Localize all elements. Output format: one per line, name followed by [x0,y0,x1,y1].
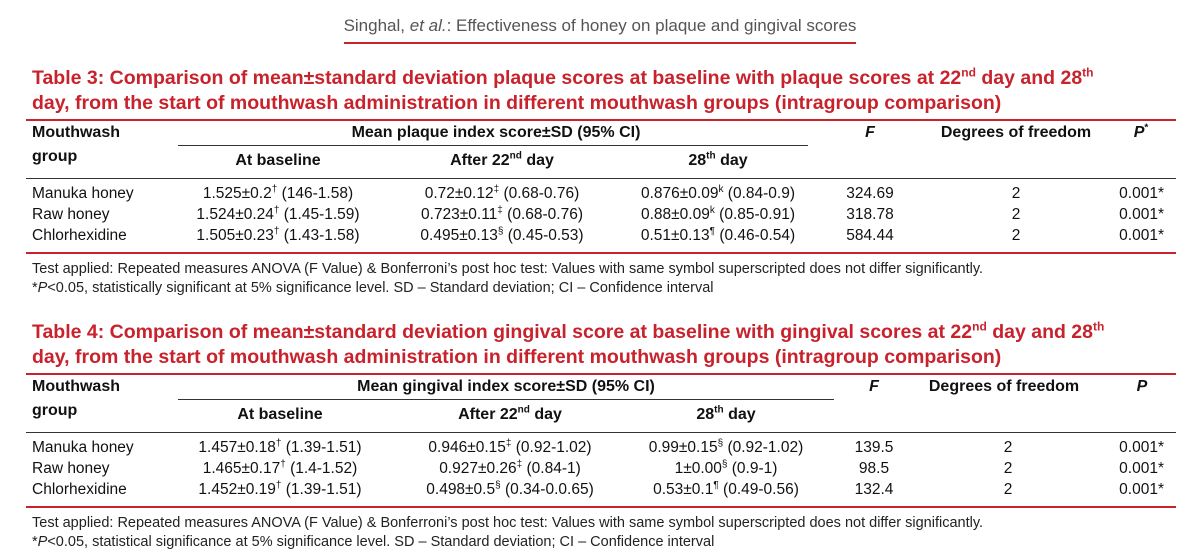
cell-f: 139.5 [854,439,894,456]
col-p [1134,124,1149,142]
cell-group: Manuka honey [32,439,134,456]
sub-22-sup: nd [509,150,522,162]
table-3 [26,119,1176,298]
ci: (146-1.58) [277,185,354,202]
caption-text: Table 3: Comparison of mean±standard deviation plaque scores at baseline with plaque scores at 22 [32,67,962,89]
col-28th-day [696,406,755,424]
value: 1.505±0.23 [196,227,274,244]
value: 1.524±0.24 [196,206,274,223]
cell-28th-day [653,481,799,499]
col-f-label: F [865,124,875,141]
caption-sup: th [1093,319,1105,334]
running-header [0,16,1200,44]
table-4 [26,373,1176,552]
sub-28-sup: th [714,404,724,416]
value: 0.495±0.13 [420,227,498,244]
table-4-caption [32,320,1182,370]
symbol: † [273,225,280,237]
cell-group: Chlorhexidine [32,227,127,244]
cell-f: 318.78 [846,206,894,223]
cell-22nd-day [420,227,583,245]
table-row [26,227,1176,248]
cell-baseline [196,227,359,245]
cell-p: 0.001* [1119,227,1164,244]
cell-p: 0.001* [1119,481,1164,498]
value: 1±0.00 [674,460,722,477]
table-header-row-2 [26,145,1176,172]
footnote-p: P [37,534,48,550]
cell-f: 132.4 [854,481,894,498]
value: 1.457±0.18 [198,439,276,456]
symbol: ‡ [493,183,500,195]
sub-28-text: day [723,406,756,423]
footnote-p: P [37,280,48,296]
sub-22-text: After 22 [458,406,518,423]
table-header-row-2 [26,399,1176,426]
cell-df: 2 [1003,481,1013,498]
col-at-baseline: At baseline [235,152,321,169]
running-header-text [344,16,857,44]
header-title: : Effectiveness of honey on plaque and gingival scores [446,16,857,35]
table-row [26,185,1176,206]
ci: (1.43-1.58) [279,227,360,244]
sub-28-text: 28 [688,152,707,169]
col-mean-score-span: Mean plaque index score±SD (95% CI) [351,124,641,141]
col-p [1137,378,1148,396]
footnote-text: <0.05, statistical significance at 5% significance level. SD – Standard deviation; CI – Confidence interval [47,534,715,550]
cell-f: 98.5 [858,460,890,477]
caption-sup: th [1082,65,1094,80]
caption-text: Table 4: Comparison of mean±standard deviation gingival score at baseline with gingival scores at 22 [32,321,973,343]
col-f [865,124,875,142]
value: 1.525±0.2 [202,185,272,202]
col-after-22nd-day [450,152,554,170]
col-f-label: F [869,378,879,395]
col-p-label: P [1133,124,1145,141]
col-degrees-of-freedom: Degrees of freedom [928,378,1080,395]
cell-group: Raw honey [32,206,110,223]
symbol: ‡ [505,437,512,449]
ci: (0.34-0.0.65) [500,481,594,498]
symbol: § [721,458,728,470]
table-footnote [26,514,1176,552]
ci: (0.45-0.53) [503,227,584,244]
cell-22nd-day [439,460,581,478]
ci: (0.49-0.56) [718,481,799,498]
cell-baseline [196,206,359,224]
sub-22-sup: nd [517,404,530,416]
cell-p: 0.001* [1119,185,1164,202]
col-degrees-of-freedom: Degrees of freedom [940,124,1092,141]
cell-22nd-day [428,439,591,457]
cell-df: 2 [1011,185,1021,202]
col-after-22nd-day [458,406,562,424]
value: 0.88±0.09 [641,206,710,223]
cell-df: 2 [1011,206,1021,223]
cell-p: 0.001* [1119,439,1164,456]
symbol: † [271,183,278,195]
value: 0.72±0.12 [424,185,494,202]
value: 0.51±0.13 [640,227,710,244]
col-f [869,378,879,396]
value: 0.946±0.15 [428,439,506,456]
footnote-line-1: Test applied: Repeated measures ANOVA (F Value) & Bonferroni’s post hoc test: Values with same symbol superscripted does not differ significantly. [32,261,984,277]
table-row [26,481,1176,502]
cell-p: 0.001* [1119,206,1164,223]
cell-df: 2 [1011,227,1021,244]
table-3-caption [32,66,1182,116]
ci: (0.68-0.76) [499,185,580,202]
cell-baseline [203,460,358,478]
cell-f: 324.69 [846,185,894,202]
table-row [26,439,1176,460]
table-footnote [26,260,1176,298]
footnote-star: * [32,534,38,550]
table-bottom-rule [26,506,1176,508]
ci: (0.68-0.76) [502,206,584,223]
col-mouthwash: Mouthwash [32,378,120,395]
ci: (1.39-1.51) [281,481,362,498]
value: 0.498±0.5 [426,481,496,498]
sub-28-text: 28 [696,406,715,423]
col-p-label: P [1136,378,1148,395]
value: 0.53±0.1 [653,481,714,498]
caption-text: day and 28 [975,67,1083,89]
footnote-star: * [32,280,38,296]
symbol: k [718,183,724,195]
cell-28th-day [675,460,778,478]
value: 1.452±0.19 [198,481,276,498]
sub-22-text: day [521,152,554,169]
ci: (0.84-1) [522,460,581,477]
symbol: k [709,204,715,216]
table-header-row-1 [26,375,1176,399]
symbol: † [275,479,282,491]
ci: (0.46-0.54) [715,227,796,244]
caption-line-2: day, from the start of mouthwash administration in different mouthwash groups (intragroup comparison) [32,92,1002,114]
sub-22-text: After 22 [450,152,510,169]
value: 0.99±0.15 [648,439,718,456]
value: 0.927±0.26 [439,460,517,477]
symbol: ¶ [713,479,719,491]
value: 0.723±0.11 [420,206,498,223]
symbol: ‡ [516,458,523,470]
table-row [26,206,1176,227]
table-row [26,460,1176,481]
cell-22nd-day [421,206,583,224]
cell-28th-day [641,185,795,203]
sub-28-text: day [715,152,748,169]
ci: (1.45-1.59) [279,206,360,223]
caption-text: day and 28 [986,321,1093,343]
caption-sup: nd [961,65,976,80]
cell-p: 0.001* [1119,460,1164,477]
caption-line-2: day, from the start of mouthwash administration in different mouthwash groups (intragroup comparison) [32,346,1002,368]
cell-df: 2 [1003,439,1013,456]
caption-sup: nd [972,319,987,334]
symbol: § [497,225,504,237]
col-group: group [32,402,78,419]
col-p-star: * [1144,122,1149,134]
col-at-baseline: At baseline [237,406,323,423]
header-etal: et al. [409,16,447,35]
cell-group: Chlorhexidine [32,481,127,498]
table-header-row-1 [26,121,1176,145]
col-mouthwash: Mouthwash [32,124,120,141]
cell-group: Manuka honey [32,185,134,202]
symbol: † [275,437,282,449]
col-28th-day [688,152,747,170]
cell-f: 584.44 [846,227,894,244]
ci: (1.4-1.52) [285,460,358,477]
cell-28th-day [641,227,795,245]
symbol: † [280,458,286,470]
cell-group: Raw honey [32,460,110,477]
symbol: ‡ [497,204,503,216]
ci: (1.39-1.51) [281,439,362,456]
cell-baseline [198,439,361,457]
header-author: Singhal, [343,16,410,35]
cell-28th-day [649,439,804,457]
sub-28-sup: th [706,150,716,162]
value: 1.465±0.17 [202,460,281,477]
cell-22nd-day [425,185,580,203]
cell-28th-day [641,206,795,224]
sub-22-text: day [529,406,562,423]
ci: (0.85-0.91) [714,206,795,223]
ci: (0.9-1) [727,460,778,477]
ci: (0.92-1.02) [511,439,592,456]
col-group: group [32,148,78,165]
table-bottom-rule [26,252,1176,254]
footnote-line-1: Test applied: Repeated measures ANOVA (F Value) & Bonferroni’s post hoc test: Values with same symbol superscripted does not differ significantly. [32,515,984,531]
symbol: † [273,204,280,216]
cell-22nd-day [426,481,593,499]
cell-baseline [203,185,353,203]
col-mean-score-span: Mean gingival index score±SD (95% CI) [357,378,655,395]
ci: (0.84-0.9) [723,185,795,202]
symbol: § [717,437,724,449]
symbol: § [495,479,501,491]
cell-df: 2 [1003,460,1013,477]
footnote-line-2 [32,279,1176,298]
footnote-line-2 [32,533,1176,552]
footnote-text: <0.05, statistically significant at 5% significance level. SD – Standard deviation; CI – Confidence interval [47,280,714,296]
cell-baseline [198,481,361,499]
symbol: ¶ [709,225,716,237]
ci: (0.92-1.02) [723,439,804,456]
value: 0.876±0.09 [641,185,719,202]
